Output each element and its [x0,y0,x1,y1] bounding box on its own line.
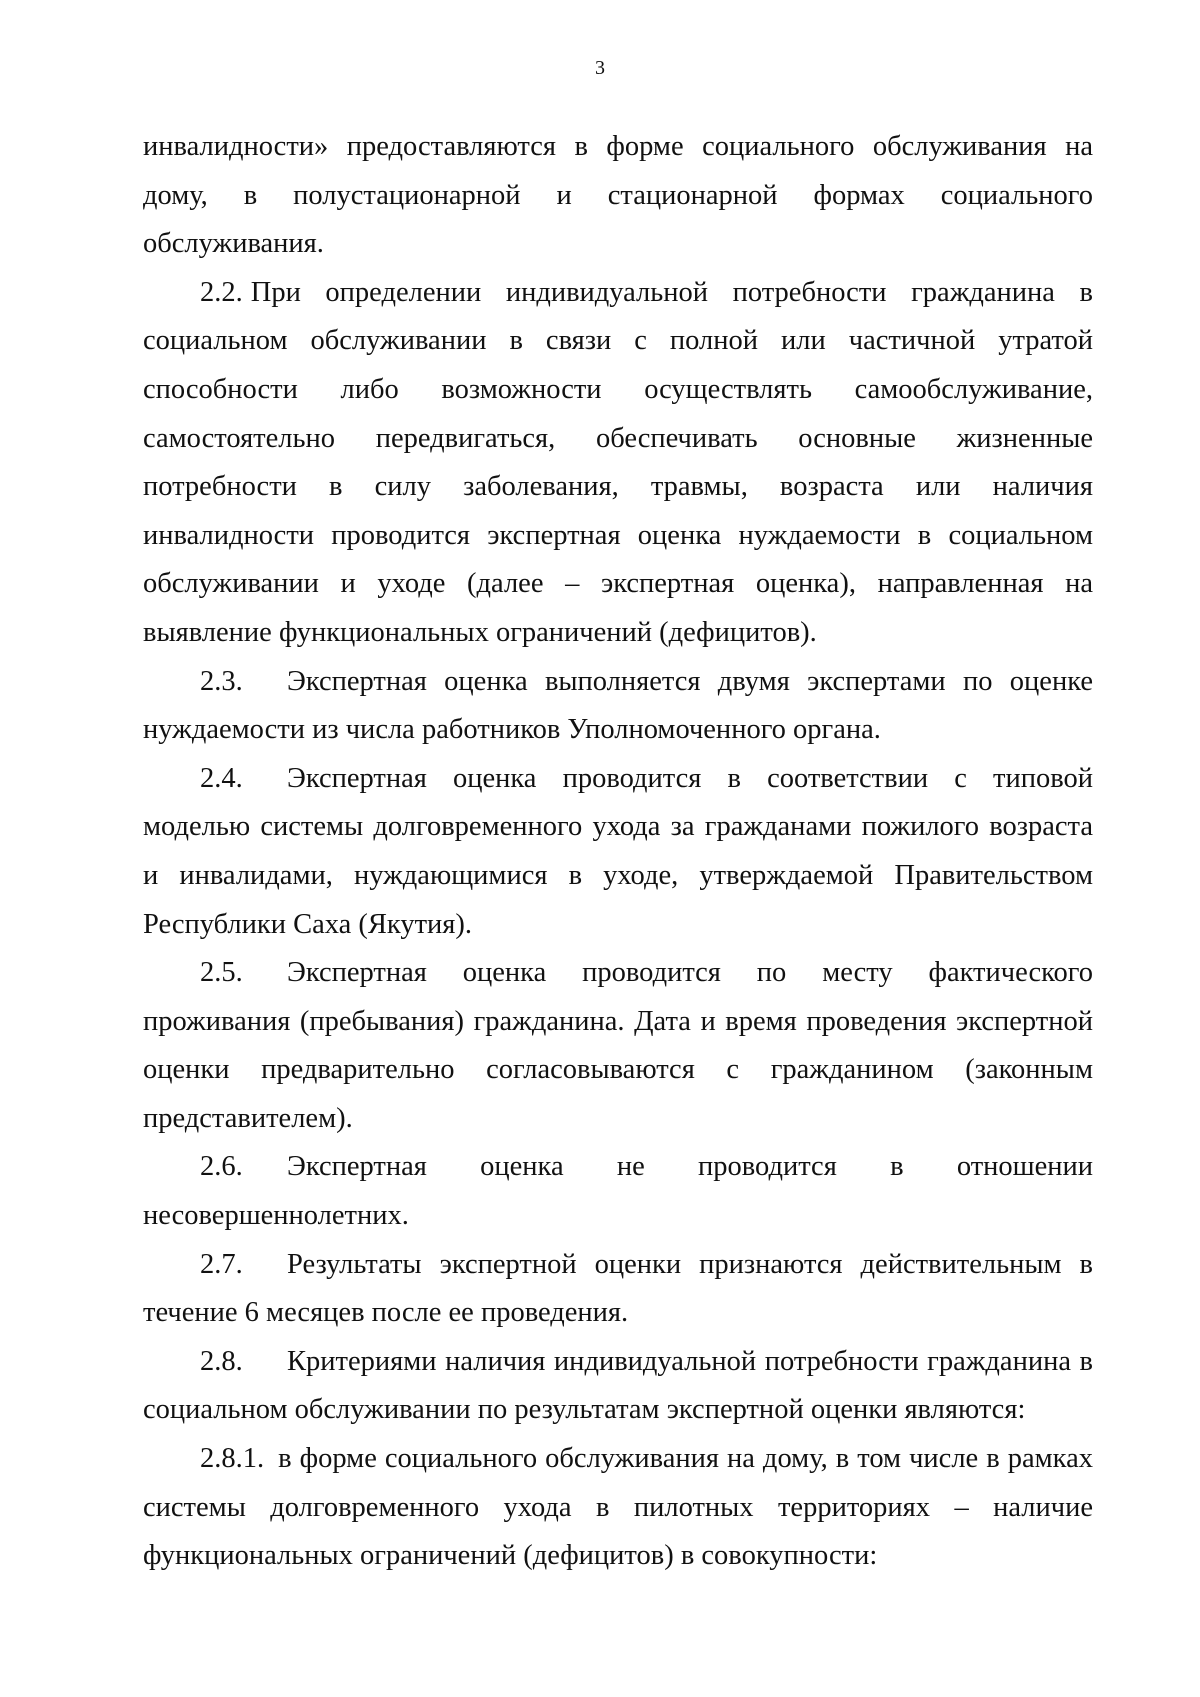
paragraph-2-2 [143,269,1093,658]
paragraph-number: 2.5. [200,957,243,989]
paragraph-number: 2.7. [200,1248,243,1280]
paragraph-text: Экспертная оценка проводится по месту фактического проживания (пребывания) гражданина. Дата и время проведения экспертной оценки предварительно согласовываются с гражданином (законным представителем). [143,957,1093,1134]
paragraph-text: Экспертная оценка проводится в соответствии с типовой моделью системы долговременного ухода за гражданами пожилого возраста и инвалидами, нуждающимися в уходе, утверждаемой Правительством Республики Саха (Якутия). [143,762,1093,940]
paragraph-2-6 [143,1143,1093,1240]
paragraph-continuation [143,123,1093,269]
paragraph-2-3 [143,658,1093,755]
page-number: 3 [595,57,605,79]
paragraph-number: 2.2. [200,276,243,308]
paragraph-2-8-1 [143,1435,1093,1581]
document-body [143,123,1093,1581]
paragraph-text: При определении индивидуальной потребности гражданина в социальном обслуживании в связи с полной или частичной утратой способности либо возможности осуществлять самообслуживание, самостоятельно передвигаться, обеспечивать основные жизненные потребности в силу заболевания, травмы, возраста или наличия инвалидности проводится экспертная оценка нуждаемости в социальном обслуживании и уходе (далее – экспертная оценка), направленная на выявление функциональных ограничений (дефицитов). [143,276,1093,648]
paragraph-text: Экспертная оценка выполняется двумя экспертами по оценке нуждаемости из числа работников Уполномоченного органа. [143,665,1093,746]
paragraph-number: 2.3. [200,665,243,697]
paragraph-number: 2.8.1. [200,1443,265,1475]
paragraph-text: Экспертная оценка не проводится в отношении несовершеннолетних. [143,1151,1093,1232]
paragraph-number: 2.4. [200,762,243,794]
paragraph-2-5 [143,949,1093,1143]
paragraph-2-7 [143,1241,1093,1338]
paragraph-number: 2.6. [200,1151,243,1183]
paragraph-text: инвалидности» предоставляются в форме социального обслуживания на дому, в полустационарной и стационарной формах социального обслуживания. [143,131,1093,260]
paragraph-text: Критериями наличия индивидуальной потребности гражданина в социальном обслуживании по результатам экспертной оценки являются: [143,1345,1093,1426]
paragraph-text: в форме социального обслуживания на дому, в том числе в рамках системы долговременного ухода в пилотных территориях – наличие функциональных ограничений (дефицитов) в совокупности: [143,1443,1093,1572]
paragraph-text: Результаты экспертной оценки признаются действительным в течение 6 месяцев после ее проведения. [143,1248,1093,1329]
paragraph-2-4 [143,755,1093,949]
paragraph-number: 2.8. [200,1345,243,1377]
paragraph-2-8 [143,1338,1093,1435]
